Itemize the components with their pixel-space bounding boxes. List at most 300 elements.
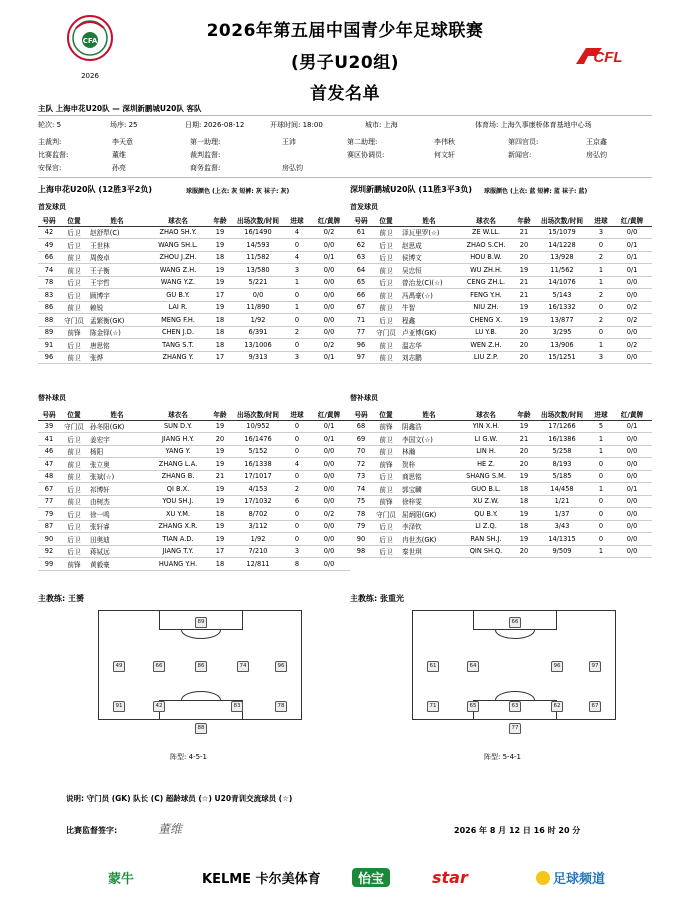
cell-age: 19 xyxy=(514,301,534,314)
col-header-age: 年龄 xyxy=(210,214,230,226)
cell-no: 39 xyxy=(38,420,60,433)
sign-date: 2026 年 8 月 12 日 16 时 20 分 xyxy=(454,826,581,835)
home-starters-label: 首发球员 xyxy=(38,203,66,211)
cell-no: 42 xyxy=(38,226,60,239)
cell-cards: 0/0 xyxy=(308,520,350,533)
cell-no: 66 xyxy=(350,289,372,302)
cell-age: 20 xyxy=(514,251,534,264)
cell-apps: 1/92 xyxy=(230,314,286,327)
cell-cards: 0/0 xyxy=(308,289,350,302)
cell-apps: 11/890 xyxy=(230,301,286,314)
cell-name: 冉世杰(GK) xyxy=(400,533,458,546)
cell-cards: 0/0 xyxy=(612,276,652,289)
home-starters-table xyxy=(38,214,350,364)
shirt-icon: 96 xyxy=(551,661,563,672)
cell-age: 19 xyxy=(514,264,534,277)
cell-pos: 前锋 xyxy=(60,326,88,339)
cell-age: 20 xyxy=(210,433,230,446)
col-header-pos: 位置 xyxy=(372,408,400,420)
cell-goals: 0 xyxy=(286,339,308,352)
cell-apps: 7/210 xyxy=(230,545,286,558)
cell-no: 78 xyxy=(350,508,372,521)
cell-cards: 0/0 xyxy=(612,458,652,471)
cell-goals: 3 xyxy=(286,545,308,558)
cell-goals: 4 xyxy=(286,226,308,239)
cell-pos: 守门员 xyxy=(372,508,400,521)
away-coach: 张重光 xyxy=(380,594,404,603)
cell-goals: 0 xyxy=(590,520,612,533)
cell-no: 47 xyxy=(38,458,60,471)
sponsor-kelme: KELME 卡尔美体育 xyxy=(202,872,321,887)
cell-cards: 0/1 xyxy=(612,420,652,433)
city: 上海 xyxy=(383,121,398,129)
table-row xyxy=(350,264,652,277)
table-row xyxy=(350,508,652,521)
cell-age: 18 xyxy=(514,520,534,533)
cell-cards: 0/0 xyxy=(308,495,350,508)
cell-no: 89 xyxy=(38,326,60,339)
cell-apps: 17/1032 xyxy=(230,495,286,508)
title-line3: 首发名单 xyxy=(310,84,380,104)
signature: 董维 xyxy=(158,822,183,836)
cell-goals: 0 xyxy=(590,326,612,339)
col-header-cards: 红/黄牌 xyxy=(612,214,652,226)
cell-apps: 13/906 xyxy=(534,339,590,352)
match-no: 25 xyxy=(128,121,138,129)
table-row xyxy=(38,558,350,571)
cell-goals: 3 xyxy=(590,226,612,239)
table-row xyxy=(350,470,652,483)
cell-apps: 15/1079 xyxy=(534,226,590,239)
away-formation-pitch xyxy=(412,610,616,731)
ar2: 李伟秋 xyxy=(434,138,455,146)
cell-name: 秦世琪 xyxy=(400,545,458,558)
cell-goals: 5 xyxy=(590,420,612,433)
cell-shirt: WANG Y.Z. xyxy=(146,276,210,289)
cell-shirt: HE Z. xyxy=(458,458,514,471)
cell-age: 21 xyxy=(514,276,534,289)
cell-name: 田奥迪 xyxy=(88,533,146,546)
cell-pos: 前卫 xyxy=(372,289,400,302)
cell-name: 阴鑫浩 xyxy=(400,420,458,433)
cell-name: 郭宝麟 xyxy=(400,483,458,496)
cell-name: 刘志鹏 xyxy=(400,351,458,364)
away-kit: 球服颜色 (上衣: 蓝 短裤: 蓝 袜子: 蓝) xyxy=(484,188,588,195)
cell-name: 赖锐 xyxy=(88,301,146,314)
table-row xyxy=(38,420,350,433)
col-header-name: 姓名 xyxy=(400,408,458,420)
shirt-icon: 78 xyxy=(275,701,287,712)
cell-goals: 6 xyxy=(286,495,308,508)
cell-pos: 后卫 xyxy=(60,533,88,546)
cell-apps: 5/185 xyxy=(534,470,590,483)
cell-pos: 后卫 xyxy=(60,289,88,302)
cell-shirt: GU B.Y. xyxy=(146,289,210,302)
col-header-cards: 红/黄牌 xyxy=(612,408,652,420)
cell-pos: 前卫 xyxy=(372,264,400,277)
cell-cards: 0/0 xyxy=(308,533,350,546)
title-line2: (男子U20组) xyxy=(290,53,399,73)
table-row xyxy=(38,508,350,521)
home-formation: 阵型: 4-5-1 xyxy=(170,753,207,761)
table-row xyxy=(350,520,652,533)
cell-name: 温志华 xyxy=(400,339,458,352)
cell-no: 75 xyxy=(350,495,372,508)
shirt-icon: 66 xyxy=(153,661,165,672)
coordinator: 何文轩 xyxy=(434,151,455,159)
cell-name: 蒋铽远 xyxy=(88,545,146,558)
cell-no: 46 xyxy=(38,445,60,458)
col-header-pos: 位置 xyxy=(60,214,88,226)
col-header-no: 号码 xyxy=(38,408,60,420)
cell-no: 97 xyxy=(350,351,372,364)
cell-pos: 前卫 xyxy=(60,264,88,277)
away-starters-table xyxy=(350,214,652,364)
cell-pos: 后卫 xyxy=(60,239,88,252)
cell-pos: 前卫 xyxy=(372,433,400,446)
cell-name: 吴忠恒 xyxy=(400,264,458,277)
cell-goals: 3 xyxy=(590,351,612,364)
cell-name: 由树杰 xyxy=(88,495,146,508)
cell-no: 99 xyxy=(38,558,60,571)
shirt-icon: 83 xyxy=(231,701,243,712)
cell-goals: 2 xyxy=(590,289,612,302)
cell-goals: 3 xyxy=(286,264,308,277)
cell-no: 65 xyxy=(350,276,372,289)
cell-apps: 3/43 xyxy=(534,520,590,533)
shirt-icon: 61 xyxy=(427,661,439,672)
cell-no: 79 xyxy=(38,508,60,521)
cell-goals: 2 xyxy=(590,251,612,264)
cell-apps: 16/1386 xyxy=(534,433,590,446)
away-subs-table xyxy=(350,408,652,558)
cell-name: 李国文(☆) xyxy=(400,433,458,446)
cell-age: 19 xyxy=(210,458,230,471)
cell-apps: 13/1006 xyxy=(230,339,286,352)
cell-pos: 前卫 xyxy=(60,445,88,458)
home-coach: 王赟 xyxy=(68,594,84,603)
cell-no: 83 xyxy=(38,289,60,302)
cell-name: 商思铭 xyxy=(400,470,458,483)
cell-goals: 0 xyxy=(286,508,308,521)
cell-no: 41 xyxy=(38,433,60,446)
cell-goals: 1 xyxy=(590,545,612,558)
match-date: 2026-08-12 xyxy=(203,121,245,129)
sponsor-cbest: 怡宝 xyxy=(352,868,390,887)
cell-apps: 16/1476 xyxy=(230,433,286,446)
cell-age: 19 xyxy=(514,314,534,327)
col-header-cards: 红/黄牌 xyxy=(308,408,350,420)
col-header-goals: 进球 xyxy=(590,214,612,226)
cell-age: 19 xyxy=(210,226,230,239)
cell-name: 泽瓦里罗(☆) xyxy=(400,226,458,239)
cell-pos: 后卫 xyxy=(372,276,400,289)
cell-cards: 0/0 xyxy=(612,520,652,533)
cell-no: 64 xyxy=(350,264,372,277)
cell-pos: 后卫 xyxy=(60,483,88,496)
col-header-pos: 位置 xyxy=(60,408,88,420)
cell-apps: 13/877 xyxy=(534,314,590,327)
cell-name: 黄毅豪 xyxy=(88,558,146,571)
cell-apps: 14/458 xyxy=(534,483,590,496)
cell-age: 20 xyxy=(514,445,534,458)
cell-pos: 前卫 xyxy=(60,495,88,508)
table-row xyxy=(350,339,652,352)
table-row xyxy=(38,314,350,327)
col-header-goals: 进球 xyxy=(590,408,612,420)
cell-no: 71 xyxy=(350,314,372,327)
shirt-icon: 49 xyxy=(113,661,125,672)
table-row xyxy=(38,276,350,289)
table-row xyxy=(350,239,652,252)
cell-goals: 8 xyxy=(286,558,308,571)
cell-no: 96 xyxy=(350,339,372,352)
cell-name: 顾博宇 xyxy=(88,289,146,302)
table-row xyxy=(350,483,652,496)
cell-goals: 2 xyxy=(286,483,308,496)
cell-name: 唐思铭 xyxy=(88,339,146,352)
col-header-apps: 出场次数/时间 xyxy=(230,214,286,226)
cell-apps: 5/221 xyxy=(230,276,286,289)
cell-apps: 8/193 xyxy=(534,458,590,471)
shirt-icon: 77 xyxy=(509,723,521,734)
cell-apps: 16/1338 xyxy=(230,458,286,471)
away-starters-label: 首发球员 xyxy=(350,203,378,211)
cell-goals: 1 xyxy=(286,301,308,314)
col-header-apps: 出场次数/时间 xyxy=(534,214,590,226)
cfl-text: CFL xyxy=(593,49,623,66)
cell-pos: 后卫 xyxy=(60,433,88,446)
cell-age: 18 xyxy=(514,483,534,496)
cell-age: 19 xyxy=(210,445,230,458)
cell-no: 91 xyxy=(38,339,60,352)
cell-apps: 17/1266 xyxy=(534,420,590,433)
cell-cards: 0/1 xyxy=(308,251,350,264)
cell-no: 49 xyxy=(38,239,60,252)
fourth-official: 王京鑫 xyxy=(586,138,607,146)
cell-pos: 前锋 xyxy=(372,420,400,433)
table-row xyxy=(350,445,652,458)
cell-age: 20 xyxy=(514,458,534,471)
cell-cards: 0/2 xyxy=(612,339,652,352)
cell-shirt: ZHANG X.R. xyxy=(146,520,210,533)
cell-shirt: ZE W.LL. xyxy=(458,226,514,239)
cell-apps: 5/152 xyxy=(230,445,286,458)
cell-no: 73 xyxy=(350,470,372,483)
cell-age: 18 xyxy=(210,326,230,339)
cell-goals: 0 xyxy=(286,533,308,546)
cell-pos: 前卫 xyxy=(372,483,400,496)
cell-goals: 0 xyxy=(286,239,308,252)
cell-shirt: SUN D.Y. xyxy=(146,420,210,433)
col-header-apps: 出场次数/时间 xyxy=(230,408,286,420)
cell-pos: 后卫 xyxy=(372,314,400,327)
table-row xyxy=(350,276,652,289)
cell-shirt: LU Y.B. xyxy=(458,326,514,339)
cell-name: 贺梓 xyxy=(400,458,458,471)
cell-cards: 0/0 xyxy=(308,470,350,483)
cell-shirt: JIANG H.Y. xyxy=(146,433,210,446)
cell-name: 徐梓雯 xyxy=(400,495,458,508)
table-row xyxy=(350,314,652,327)
table-row xyxy=(38,339,350,352)
cell-shirt: SHANG S.M. xyxy=(458,470,514,483)
away-title: 深圳新鹏城U20队 (11胜3平3负) xyxy=(350,185,472,194)
away-formation: 阵型: 5-4-1 xyxy=(484,753,521,761)
referee: 李天意 xyxy=(112,138,133,146)
table-row xyxy=(38,520,350,533)
table-row xyxy=(38,289,350,302)
cell-age: 19 xyxy=(210,301,230,314)
table-row xyxy=(38,301,350,314)
cell-age: 18 xyxy=(514,495,534,508)
cell-no: 69 xyxy=(350,433,372,446)
cell-name: 曾治龙(C)(☆) xyxy=(400,276,458,289)
cell-name: 冯禹豪(☆) xyxy=(400,289,458,302)
shirt-icon: 89 xyxy=(195,617,207,628)
cell-goals: 2 xyxy=(286,326,308,339)
press-officer: 房弘钧 xyxy=(586,151,607,159)
cell-age: 19 xyxy=(210,420,230,433)
cell-cards: 0/2 xyxy=(308,226,350,239)
cell-age: 19 xyxy=(210,264,230,277)
cfa-year: 2026 xyxy=(81,72,99,80)
home-subs-table xyxy=(38,408,350,571)
cell-apps: 1/92 xyxy=(230,533,286,546)
cell-shirt: GUO B.L. xyxy=(458,483,514,496)
table-row xyxy=(350,326,652,339)
shirt-icon: 97 xyxy=(589,661,601,672)
cell-no: 90 xyxy=(38,533,60,546)
cell-cards: 0/2 xyxy=(308,339,350,352)
cell-pos: 后卫 xyxy=(60,545,88,558)
table-row xyxy=(38,226,350,239)
cell-name: 侯博文 xyxy=(400,251,458,264)
cell-name: 林瀚 xyxy=(400,445,458,458)
cell-name: 杨阳 xyxy=(88,445,146,458)
cell-shirt: WU ZH.H. xyxy=(458,264,514,277)
cell-no: 88 xyxy=(38,314,60,327)
cell-no: 90 xyxy=(350,533,372,546)
cell-apps: 4/153 xyxy=(230,483,286,496)
cell-shirt: LI Z.Q. xyxy=(458,520,514,533)
cell-age: 17 xyxy=(210,545,230,558)
col-header-name: 姓名 xyxy=(400,214,458,226)
cell-cards: 0/0 xyxy=(612,351,652,364)
table-row xyxy=(350,495,652,508)
cell-pos: 前卫 xyxy=(372,445,400,458)
table-row xyxy=(38,251,350,264)
cell-cards: 0/1 xyxy=(612,264,652,277)
cell-shirt: RAN SH.J. xyxy=(458,533,514,546)
cell-cards: 0/0 xyxy=(308,545,350,558)
cell-apps: 14/1228 xyxy=(534,239,590,252)
cell-cards: 0/0 xyxy=(308,239,350,252)
table-row xyxy=(350,251,652,264)
cell-pos: 前卫 xyxy=(372,351,400,364)
cell-goals: 0 xyxy=(590,495,612,508)
cell-pos: 前卫 xyxy=(372,301,400,314)
cell-age: 21 xyxy=(514,289,534,302)
table-row xyxy=(38,545,350,558)
legend: 说明: 守门员 (GK) 队长 (C) 超龄球员 (☆) U20青训交流球员 (☆) xyxy=(66,794,293,803)
cell-goals: 0 xyxy=(286,470,308,483)
cell-no: 72 xyxy=(350,458,372,471)
cell-name: 程鑫 xyxy=(400,314,458,327)
cell-apps: 10/952 xyxy=(230,420,286,433)
cell-name: 王世林 xyxy=(88,239,146,252)
cell-apps: 12/811 xyxy=(230,558,286,571)
cell-shirt: WEN Z.H. xyxy=(458,339,514,352)
cell-shirt: TIAN A.D. xyxy=(146,533,210,546)
cell-cards: 0/0 xyxy=(612,508,652,521)
cell-pos: 前卫 xyxy=(60,351,88,364)
cell-apps: 14/593 xyxy=(230,239,286,252)
cell-shirt: ZHOU J.ZH. xyxy=(146,251,210,264)
col-header-shirt: 球衣名 xyxy=(146,214,210,226)
cell-shirt: NIU ZH. xyxy=(458,301,514,314)
home-kit: 球服颜色 (上衣: 灰 短裤: 灰 袜子: 灰) xyxy=(186,188,290,195)
col-header-apps: 出场次数/时间 xyxy=(534,408,590,420)
cfa-text: CFA xyxy=(82,37,98,45)
cell-shirt: LIN H. xyxy=(458,445,514,458)
cell-age: 19 xyxy=(210,533,230,546)
cell-cards: 0/0 xyxy=(612,226,652,239)
cell-pos: 守门员 xyxy=(60,420,88,433)
shirt-icon: 67 xyxy=(589,701,601,712)
cell-pos: 后卫 xyxy=(372,470,400,483)
cell-shirt: JIANG T.Y. xyxy=(146,545,210,558)
cell-pos: 后卫 xyxy=(372,520,400,533)
cell-shirt: LIU Z.P. xyxy=(458,351,514,364)
cell-age: 18 xyxy=(210,508,230,521)
cell-apps: 14/1315 xyxy=(534,533,590,546)
cell-age: 19 xyxy=(514,508,534,521)
cell-pos: 前卫 xyxy=(60,251,88,264)
cell-apps: 9/509 xyxy=(534,545,590,558)
cell-age: 18 xyxy=(210,339,230,352)
cell-cards: 0/0 xyxy=(308,326,350,339)
cell-shirt: LI G.W. xyxy=(458,433,514,446)
cell-goals: 1 xyxy=(590,276,612,289)
cell-cards: 0/0 xyxy=(612,533,652,546)
table-row xyxy=(38,445,350,458)
cell-cards: 0/0 xyxy=(308,314,350,327)
table-row xyxy=(38,239,350,252)
cell-no: 98 xyxy=(350,545,372,558)
cell-goals: 0 xyxy=(286,445,308,458)
cell-name: 张轩睿 xyxy=(88,520,146,533)
cell-name: 陈金铎(☆) xyxy=(88,326,146,339)
cell-age: 19 xyxy=(210,520,230,533)
col-header-goals: 进球 xyxy=(286,408,308,420)
cell-goals: 0 xyxy=(286,314,308,327)
cell-cards: 0/1 xyxy=(308,351,350,364)
cell-no: 78 xyxy=(38,276,60,289)
ar1: 王沛 xyxy=(282,138,296,146)
cell-shirt: LAI R. xyxy=(146,301,210,314)
cell-cards: 0/0 xyxy=(308,458,350,471)
cell-age: 20 xyxy=(514,351,534,364)
cell-age: 21 xyxy=(210,470,230,483)
cell-age: 19 xyxy=(210,239,230,252)
cell-pos: 后卫 xyxy=(60,520,88,533)
cell-shirt: ZHANG Y. xyxy=(146,351,210,364)
shirt-icon: 71 xyxy=(427,701,439,712)
cell-goals: 0 xyxy=(590,508,612,521)
cell-goals: 0 xyxy=(590,533,612,546)
cell-name: 牛智 xyxy=(400,301,458,314)
